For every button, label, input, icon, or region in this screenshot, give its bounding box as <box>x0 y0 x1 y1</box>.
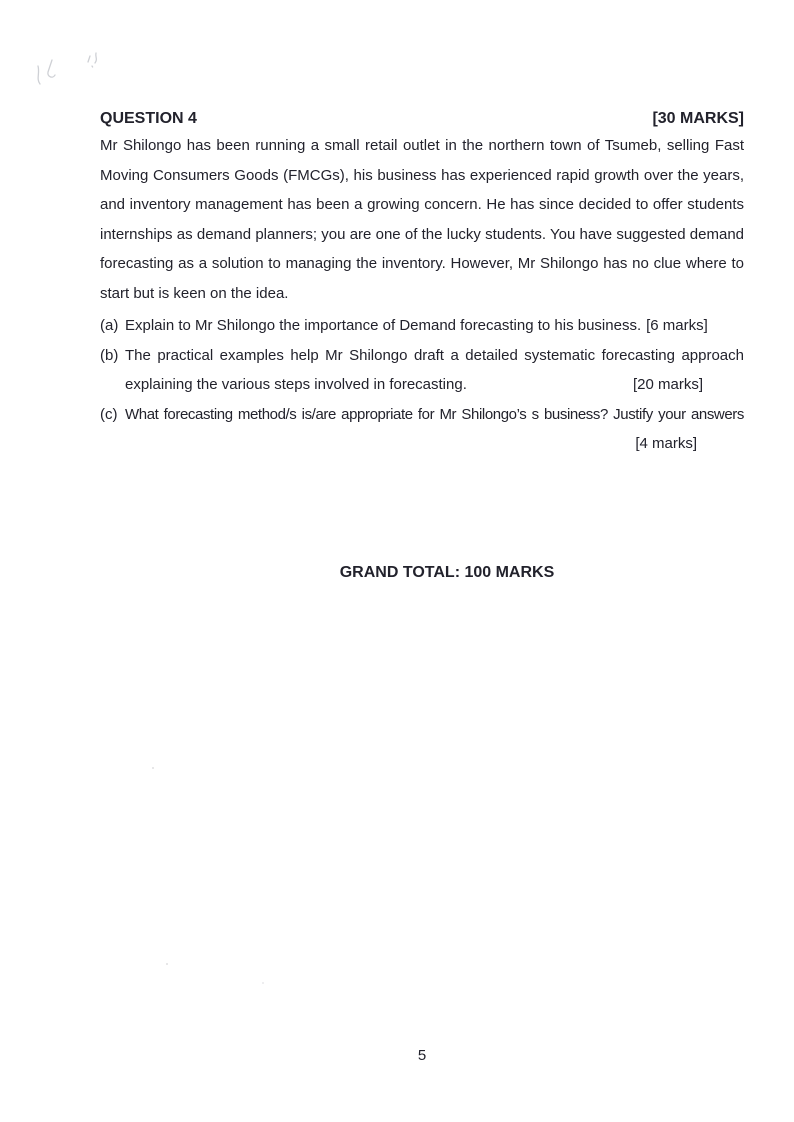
question-part-b <box>100 341 744 400</box>
part-body <box>125 341 744 400</box>
grand-total: GRAND TOTAL: 100 MARKS <box>339 564 555 581</box>
part-marks: [6 marks] <box>646 317 708 334</box>
part-text: What forecasting method/s is/are appropriate for Mr Shilongo’s s business? Justify your answers <box>125 405 744 423</box>
part-body <box>125 311 744 341</box>
question-parts <box>100 311 744 459</box>
question-part-c <box>100 400 744 459</box>
question-total-marks: [30 MARKS] <box>652 110 744 127</box>
part-text: Explain to Mr Shilongo the importance of Demand forecasting to his business. <box>125 317 642 334</box>
part-body <box>125 400 744 459</box>
handwriting-mark-icon <box>28 46 118 90</box>
part-marks: [4 marks] <box>635 435 697 452</box>
part-label: (a) <box>100 317 119 334</box>
question-part-a <box>100 311 744 341</box>
scan-speck <box>152 767 154 769</box>
question-header <box>100 104 744 134</box>
question-title: QUESTION 4 <box>100 110 197 127</box>
part-text: The practical examples help Mr Shilongo draft a detailed systematic forecasting approach explaining the various steps involved in forecasting. <box>125 346 744 393</box>
part-label: (b) <box>100 346 119 364</box>
scan-speck <box>262 982 264 984</box>
part-label: (c) <box>100 405 118 423</box>
part-marks: [20 marks] <box>632 376 703 393</box>
page-number: 5 <box>417 1047 427 1064</box>
question-intro: Mr Shilongo has been running a small retail outlet in the northern town of Tsumeb, selling Fast Moving Consumers Goods (FMCGs), his business has experienced rapid growth over the years, and inventory management has been a growing concern. He has since decided to offer students internships as demand planners; you are one of the lucky students. You have suggested demand forecasting as a solution to managing the inventory. However, Mr Shilongo has no clue where to start but is keen on the idea. <box>100 137 744 302</box>
scan-speck <box>166 963 168 965</box>
